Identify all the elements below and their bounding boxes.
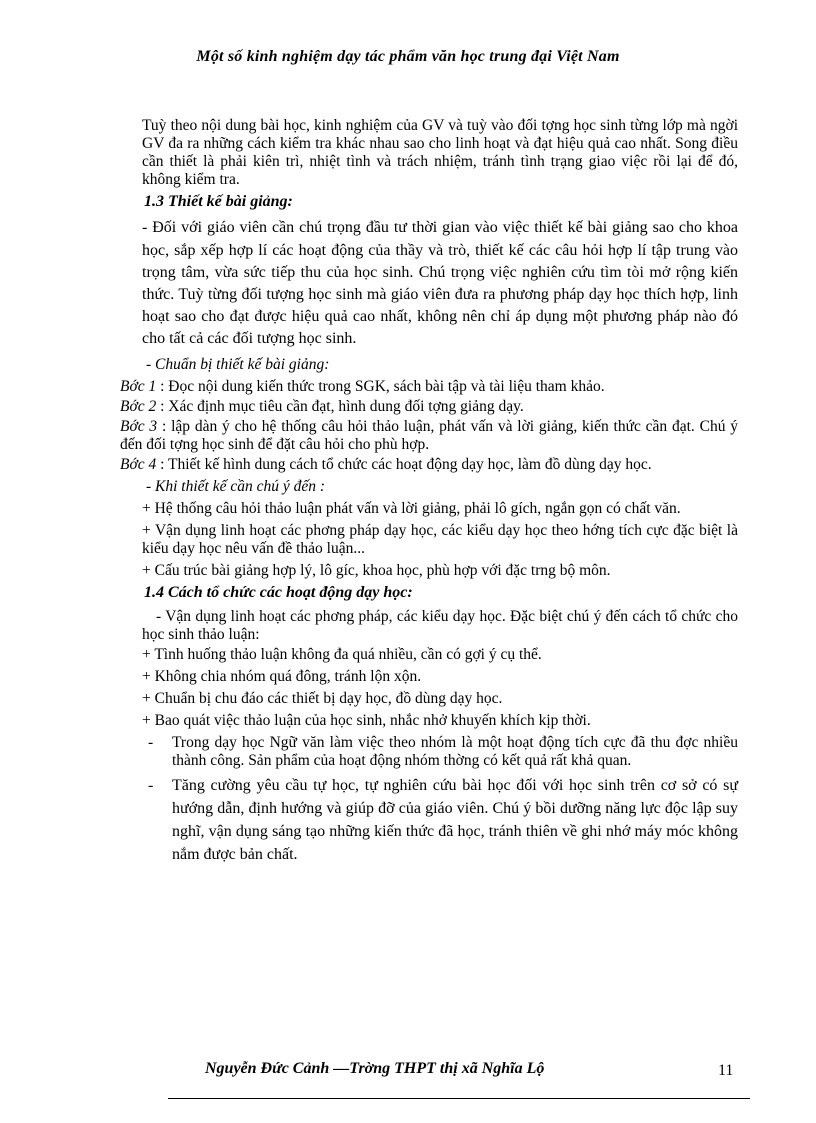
step-text: : Xác định mục tiêu cần đạt, hình dung đối tợng giảng dạy. [160, 397, 524, 415]
step-label: Bớc 2 [120, 397, 157, 415]
section-heading-1-4: 1.4 Cách tổ chức các hoạt động dạy học: [144, 583, 413, 601]
design-note-item: + Hệ thống câu hỏi thảo luận phát vấn và lời giảng, phải lô gích, ngắn gọn có chất văn. [142, 499, 681, 517]
design-note-item: + Cấu trúc bài giảng hợp lý, lô gíc, khoa học, phù hợp với đặc trng bộ môn. [142, 561, 611, 579]
step-text: : Đọc nội dung kiến thức trong SGK, sách bài tập và tài liệu tham khảo. [160, 377, 605, 395]
section-heading-1-3: 1.3 Thiết kế bài giảng: [144, 192, 293, 210]
intro-paragraph: Tuỳ theo nội dung bài học, kinh nghiệm của GV và tuỳ vào đối tợng học sinh từng lớp mà ngời GV đa ra những cách kiểm tra khác nhau sao cho linh hoạt và đạt hiệu quả cao nhất. Song điều cần thiết là phải kiên trì, nhiệt tình và trách nhiệm, tránh tình trạng giao việc rồi lại để đó, không kiểm tra. [142, 117, 738, 188]
step-label: Bớc 3 [120, 417, 158, 435]
footer-divider [168, 1098, 750, 1099]
step-item [120, 378, 738, 396]
discussion-bullet: + Chuẩn bị chu đáo các thiết bị dạy học, đồ dùng dạy học. [142, 689, 503, 707]
design-note-item: + Vận dụng linh hoạt các phơng pháp dạy học, các kiểu dạy học theo hớng tích cực đặc biệt là kiểu dạy học nêu vấn đề thảo luận... [142, 521, 738, 557]
page-header-title: Một số kinh nghiệm dạy tác phẩm văn học trung đại Việt Nam [196, 48, 620, 65]
step-text: : lập dàn ý cho hệ thống câu hỏi thảo luận, phát vấn và lời giảng, kiến thức cần đạt. Chú ý đến đối tợng học sinh để đặt câu hỏi cho phù hợp. [120, 417, 739, 453]
dash-item [148, 733, 738, 770]
discussion-bullet: + Tình huống thảo luận không đa quá nhiều, cần có gợi ý cụ thể. [142, 646, 542, 664]
step-item [120, 398, 738, 416]
prep-label: - Chuẩn bị thiết kế bài giảng: [146, 355, 330, 373]
footer-author: Nguyễn Đức Cảnh —Trờng THPT thị xã Nghĩa Lộ [205, 1060, 545, 1077]
document-body [120, 117, 739, 871]
step-text: : Thiết kế hình dung cách tổ chức các hoạt động dạy học, làm đồ dùng dạy học. [160, 455, 652, 473]
dash-text: Trong dạy học Ngữ văn làm việc theo nhóm là một hoạt động tích cực đã thu đợc nhiều thành công. Sản phẩm của hoạt động nhóm thờng có kết quả rất khả quan. [172, 733, 738, 769]
dash-mark: - [148, 733, 154, 751]
dash-text: Tăng cường yêu cầu tự học, tự nghiên cứu bài học đối với học sinh trên cơ sở có sự hướng dẫn, định hướng và giúp đỡ của giáo viên. Chú ý bồi dưỡng năng lực độc lập suy nghĩ, vận dụng sáng tạo những kiến thức đã học, tránh thiên về ghi nhớ máy móc không nắm được bản chất. [172, 776, 738, 864]
step-item [120, 456, 738, 474]
discussion-bullet: + Bao quát việc thảo luận của học sinh, nhắc nhở khuyến khích kịp thời. [142, 711, 591, 729]
step-label: Bớc 1 [120, 377, 157, 395]
dash-item [148, 774, 738, 867]
step-label: Bớc 4 [120, 455, 157, 473]
page-number: 11 [718, 1062, 734, 1079]
discussion-bullet: + Không chia nhóm quá đông, tránh lộn xộn. [142, 668, 422, 685]
dash-mark: - [148, 776, 154, 794]
section-1-3-paragraph: - Đối với giáo viên cần chú trọng đầu tư thời gian vào việc thiết kế bài giảng sao cho khoa học, sắp xếp hợp lí các hoạt động của thầy và trò, thiết kế các câu hỏi hợp lí tập trung vào trọng tâm, vừa sức tiếp thu của học sinh. Chú trọng việc nghiên cứu tìm tòi mở rộng kiến thức. Tuỳ từng đối tượng học sinh mà giáo viên đưa ra phương pháp dạy học thích hợp, linh hoạt sao cho đạt được hiệu quả cao nhất, không nên chỉ áp dụng một phương pháp nào đó cho tất cả các đối tượng học sinh. [142, 219, 738, 347]
section-1-4-intro: - Vận dụng linh hoạt các phơng pháp, các kiểu dạy học. Đặc biệt chú ý đến cách tổ chức cho học sinh thảo luận: [142, 608, 738, 644]
design-note-label: - Khi thiết kế cần chú ý đến : [146, 477, 326, 495]
step-item [120, 418, 738, 454]
